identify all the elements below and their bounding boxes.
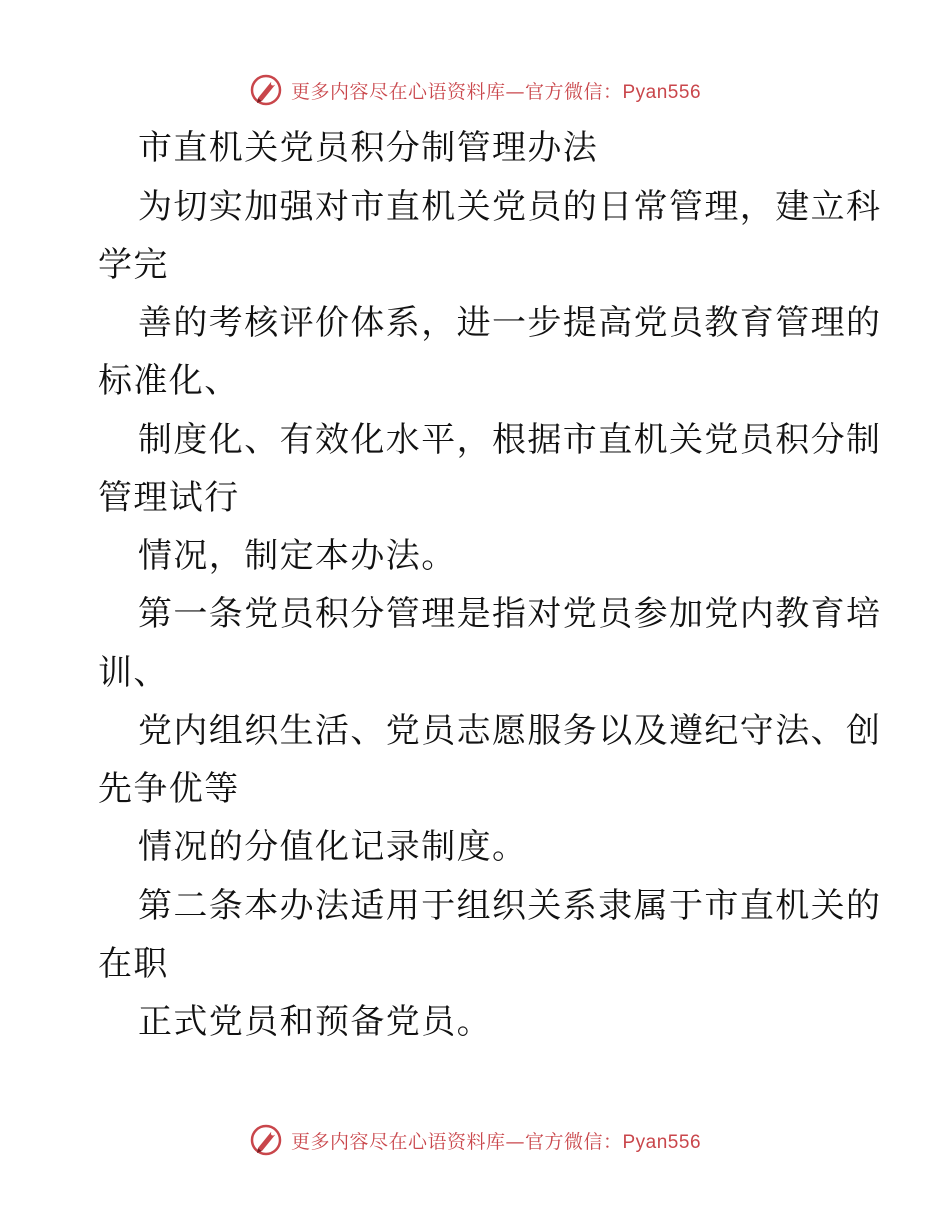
pen-logo-icon [249,73,283,107]
header-watermark [0,70,950,110]
paragraph-line: 为切实加强对市直机关党员的日常管理，建立科 [138,187,882,227]
paragraph-line: 善的考核评价体系，进一步提高党员教育管理的 [138,303,882,343]
watermark-handle: Pyan556 [622,1131,702,1153]
watermark-prefix: 更多内容尽在心语资料库—官方微信： [290,80,623,103]
paragraph-line: 第二条本办法适用于组织关系隶属于市直机关的 [138,886,882,926]
paragraph-line: 正式党员和预备党员。 [138,1002,492,1042]
paragraph-line: 制度化、有效化水平，根据市直机关党员积分制 [138,420,882,460]
paragraph-line: 情况，制定本办法。 [138,536,457,576]
paragraph-line: 党内组织生活、党员志愿服务以及遵纪守法、创 [138,711,882,751]
paragraph-line: 先争优等 [98,769,240,809]
watermark-handle: Pyan556 [622,81,702,103]
watermark-text [291,1127,701,1154]
paragraph-line: 情况的分值化记录制度。 [138,827,528,867]
watermark-text [291,77,701,104]
document-title: 市直机关党员积分制管理办法 [138,128,599,168]
pen-logo-icon [249,1123,283,1157]
paragraph-line: 第一条党员积分管理是指对党员参加党内教育培 [138,594,882,634]
paragraph-line: 在职 [98,944,169,984]
paragraph-line: 训、 [98,653,169,693]
paragraph-line: 标准化、 [98,361,240,401]
footer-watermark [0,1120,950,1160]
paragraph-line: 管理试行 [98,478,240,518]
paragraph-line: 学完 [98,245,169,285]
watermark-prefix: 更多内容尽在心语资料库—官方微信： [290,1130,623,1153]
